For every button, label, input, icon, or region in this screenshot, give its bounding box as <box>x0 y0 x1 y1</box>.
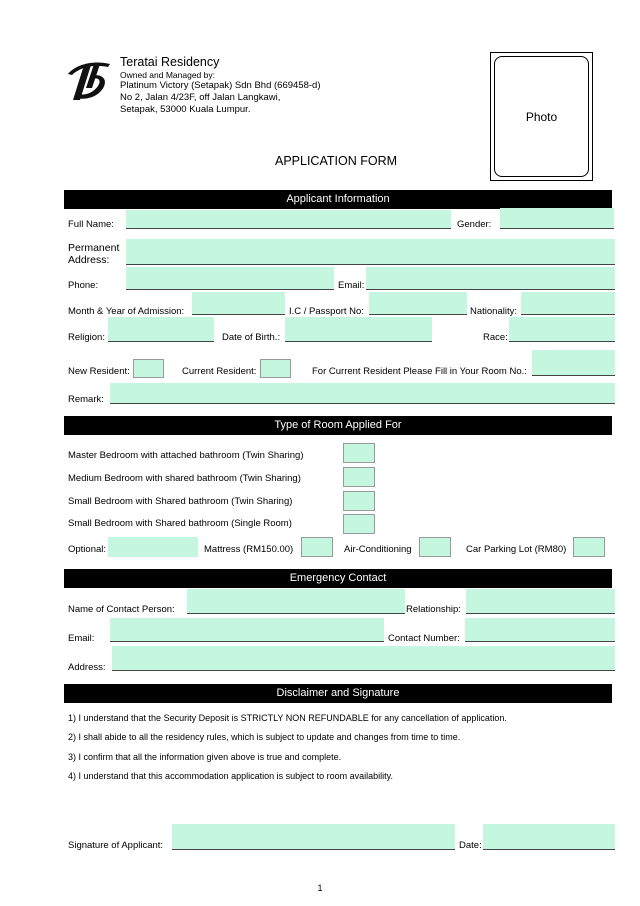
permanent-label: Permanent <box>68 242 120 254</box>
signature-field[interactable] <box>172 824 455 850</box>
manager-name: Platinum Victory (Setapak) Sdn Bhd (669458-d) <box>120 80 321 91</box>
date-label: Date: <box>459 840 482 851</box>
dob-label: Date of Birth.: <box>222 332 281 343</box>
full-name-field[interactable] <box>126 210 451 229</box>
room-no-label: For Current Resident Please Fill in Your Room No.: <box>312 366 527 377</box>
optional-field[interactable] <box>108 537 198 557</box>
section-room-type: Type of Room Applied For <box>64 416 612 435</box>
page-number: 1 <box>317 883 323 893</box>
room-small-single-label: Small Bedroom with Shared bathroom (Single Room) <box>68 518 292 529</box>
address-line1: No 2, Jalan 4/23F, off Jalan Langkawi, <box>120 92 281 103</box>
ic-passport-label: I.C / Passport No: <box>289 306 364 317</box>
race-field[interactable] <box>509 317 615 342</box>
ic-passport-field[interactable] <box>369 292 467 315</box>
emergency-address-label: Address: <box>68 662 106 673</box>
photo-label: Photo <box>525 110 558 124</box>
contact-number-label: Contact Number: <box>388 633 460 644</box>
room-master-checkbox[interactable] <box>343 443 375 463</box>
company-logo <box>64 56 114 106</box>
room-no-field[interactable] <box>532 350 615 376</box>
current-resident-label: Current Resident: <box>182 366 257 377</box>
emergency-email-field[interactable] <box>110 618 384 642</box>
section-applicant-info: Applicant Information <box>64 190 612 209</box>
relationship-label: Relationship: <box>406 604 461 615</box>
owned-by-label: Owned and Managed by: <box>120 70 215 80</box>
mattress-checkbox[interactable] <box>301 537 333 557</box>
religion-label: Religion: <box>68 332 105 343</box>
relationship-field[interactable] <box>466 589 615 614</box>
room-medium-label: Medium Bedroom with shared bathroom (Twin Sharing) <box>68 473 301 484</box>
religion-field[interactable] <box>108 317 214 342</box>
nationality-field[interactable] <box>521 292 615 315</box>
remark-label: Remark: <box>68 394 104 405</box>
permanent-address-field[interactable] <box>126 239 615 265</box>
date-field[interactable] <box>483 824 615 850</box>
disclaimer-item: 1) I understand that the Security Deposit is STRICTLY NON REFUNDABLE for any cancellation of application. <box>68 713 507 723</box>
gender-label: Gender: <box>457 219 492 230</box>
email-field[interactable] <box>366 267 615 290</box>
optional-label: Optional: <box>68 544 107 555</box>
disclaimer-item: 4) I understand that this accommodation application is subject to room availability. <box>68 771 394 781</box>
admission-label: Month & Year of Admission: <box>68 306 185 317</box>
parking-checkbox[interactable] <box>573 537 605 557</box>
photo-box[interactable] <box>490 52 593 181</box>
contact-number-field[interactable] <box>465 618 615 642</box>
mattress-label: Mattress (RM150.00) <box>204 544 294 555</box>
emergency-address-field[interactable] <box>112 646 615 671</box>
emergency-email-label: Email: <box>68 633 95 644</box>
room-medium-checkbox[interactable] <box>343 467 375 487</box>
dob-field[interactable] <box>285 317 432 342</box>
aircon-label: Air-Conditioning <box>344 544 412 555</box>
disclaimer-item: 3) I confirm that all the information given above is true and complete. <box>68 752 342 762</box>
aircon-checkbox[interactable] <box>419 537 451 557</box>
room-small-twin-label: Small Bedroom with Shared bathroom (Twin Sharing) <box>68 496 293 507</box>
address-line2: Setapak, 53000 Kuala Lumpur. <box>120 104 251 115</box>
disclaimer-item: 2) I shall abide to all the residency rules, which is subject to update and changes from time to time. <box>68 732 461 742</box>
nationality-label: Nationality: <box>470 306 517 317</box>
section-emergency-contact: Emergency Contact <box>64 569 612 588</box>
full-name-label: Full Name: <box>68 219 114 230</box>
room-small-single-checkbox[interactable] <box>343 514 375 534</box>
phone-label: Phone: <box>68 280 99 291</box>
race-label: Race: <box>483 332 508 343</box>
section-disclaimer: Disclaimer and Signature <box>64 684 612 703</box>
room-small-twin-checkbox[interactable] <box>343 491 375 511</box>
address-label: Address: <box>68 254 110 266</box>
new-resident-checkbox[interactable] <box>133 359 164 378</box>
signature-label: Signature of Applicant: <box>68 840 164 851</box>
room-master-label: Master Bedroom with attached bathroom (Twin Sharing) <box>68 450 304 461</box>
gender-field[interactable] <box>500 208 614 229</box>
company-name: Teratai Residency <box>120 55 220 69</box>
form-title: APPLICATION FORM <box>275 154 398 168</box>
email-label: Email: <box>338 280 365 291</box>
parking-label: Car Parking Lot (RM80) <box>466 544 567 555</box>
phone-field[interactable] <box>126 267 334 290</box>
contact-person-field[interactable] <box>187 589 405 614</box>
contact-person-label: Name of Contact Person: <box>68 604 175 615</box>
remark-field[interactable] <box>110 383 615 404</box>
current-resident-checkbox[interactable] <box>260 359 291 378</box>
admission-field[interactable] <box>192 292 285 315</box>
new-resident-label: New Resident: <box>68 366 130 377</box>
